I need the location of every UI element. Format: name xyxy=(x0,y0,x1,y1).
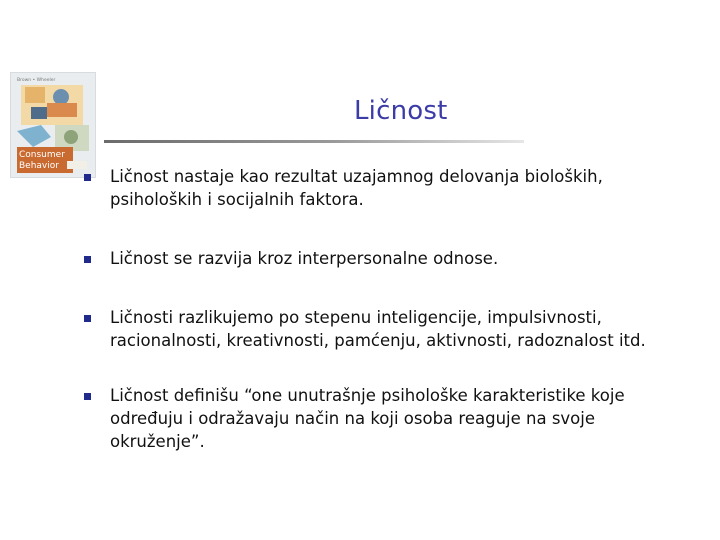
bullet-square-icon xyxy=(84,174,91,181)
bullet-text: Ličnost se razvija kroz interpersonalne odnose. xyxy=(110,249,499,268)
bullet-square-icon xyxy=(84,256,91,263)
bullet-text: Ličnost nastaje kao rezultat uzajamnog delovanja bioloških, psiholoških i socijalnih faktora. xyxy=(110,167,603,209)
bullet-square-icon xyxy=(84,393,91,400)
bullet-text: Ličnosti razlikujemo po stepenu inteligencije, impulsivnosti, racionalnosti, kreativnosti, pamćenju, aktivnosti, radoznalost itd. xyxy=(110,308,646,350)
slide-title: Ličnost xyxy=(354,96,448,126)
bullet-square-icon xyxy=(84,315,91,322)
bullet-text: Ličnost definišu “one unutrašnje psihološke karakteristike koje određuju i odražavaju način na koji osoba reaguje na svoje okruženje”. xyxy=(110,386,625,451)
cover-title-line1: Consumer xyxy=(19,150,65,160)
cover-title-line2: Behavior xyxy=(19,161,59,171)
cover-top-text: Brown • Wheeler xyxy=(17,78,56,83)
